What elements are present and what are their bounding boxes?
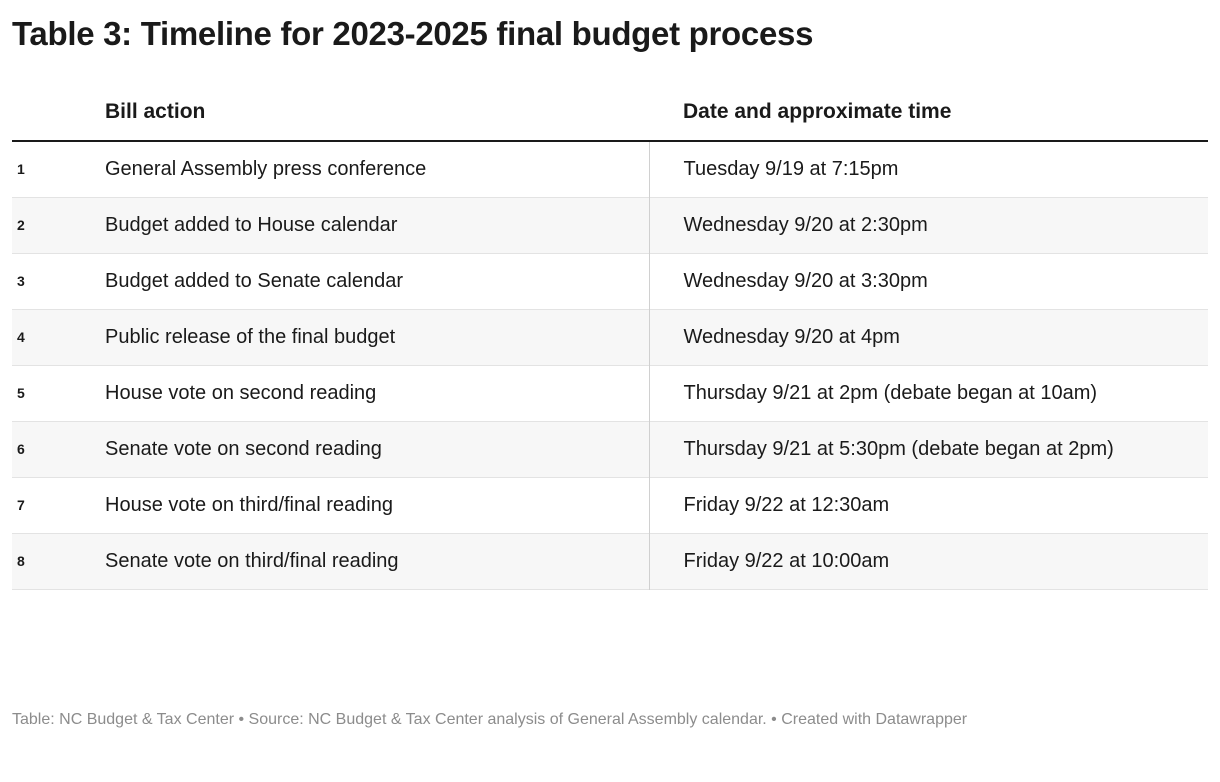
table-row	[12, 197, 1208, 253]
table-row	[12, 365, 1208, 421]
row-date: Wednesday 9/20 at 3:30pm	[683, 269, 928, 292]
row-date: Thursday 9/21 at 5:30pm (debate began at 2pm)	[683, 437, 1114, 460]
table-body	[12, 141, 1208, 590]
row-date: Friday 9/22 at 12:30am	[683, 493, 890, 516]
row-index: 4	[17, 328, 25, 345]
row-date: Thursday 9/21 at 2pm (debate began at 10am)	[683, 381, 1098, 404]
table-row	[12, 533, 1208, 589]
row-bill-action: Budget added to Senate calendar	[105, 253, 649, 309]
table-row	[12, 141, 1208, 198]
table-footer-credit: Table: NC Budget & Tax Center • Source: NC Budget & Tax Center analysis of General Assembly calendar. • Created with Datawrapper	[12, 711, 968, 728]
row-date: Tuesday 9/19 at 7:15pm	[683, 157, 899, 180]
row-index: 5	[17, 384, 25, 401]
row-index: 2	[17, 216, 25, 233]
row-bill-action: Public release of the final budget	[105, 309, 649, 365]
table-row	[12, 477, 1208, 533]
row-bill-action: Senate vote on third/final reading	[105, 533, 649, 589]
table-page	[0, 14, 1220, 782]
row-bill-action: Senate vote on second reading	[105, 421, 649, 477]
table-row	[12, 421, 1208, 477]
row-date: Friday 9/22 at 10:00am	[683, 549, 890, 572]
header-row	[12, 100, 1208, 141]
row-index: 1	[17, 160, 25, 177]
row-date: Wednesday 9/20 at 2:30pm	[683, 213, 928, 236]
row-index: 3	[17, 272, 25, 289]
row-index: 6	[17, 440, 25, 457]
row-bill-action: Budget added to House calendar	[105, 197, 649, 253]
row-bill-action: General Assembly press conference	[105, 141, 649, 198]
table-header	[12, 100, 1208, 141]
column-header-index	[12, 100, 105, 141]
table-row	[12, 309, 1208, 365]
timeline-table	[12, 100, 1208, 590]
column-header-date: Date and approximate time	[683, 99, 952, 123]
table-row	[12, 253, 1208, 309]
row-index: 7	[17, 496, 25, 513]
column-header-bill-action: Bill action	[105, 99, 206, 123]
row-bill-action: House vote on second reading	[105, 365, 649, 421]
row-index: 8	[17, 552, 25, 569]
row-date: Wednesday 9/20 at 4pm	[683, 325, 900, 348]
page-title: Table 3: Timeline for 2023-2025 final budget process	[12, 15, 814, 52]
row-bill-action: House vote on third/final reading	[105, 477, 649, 533]
